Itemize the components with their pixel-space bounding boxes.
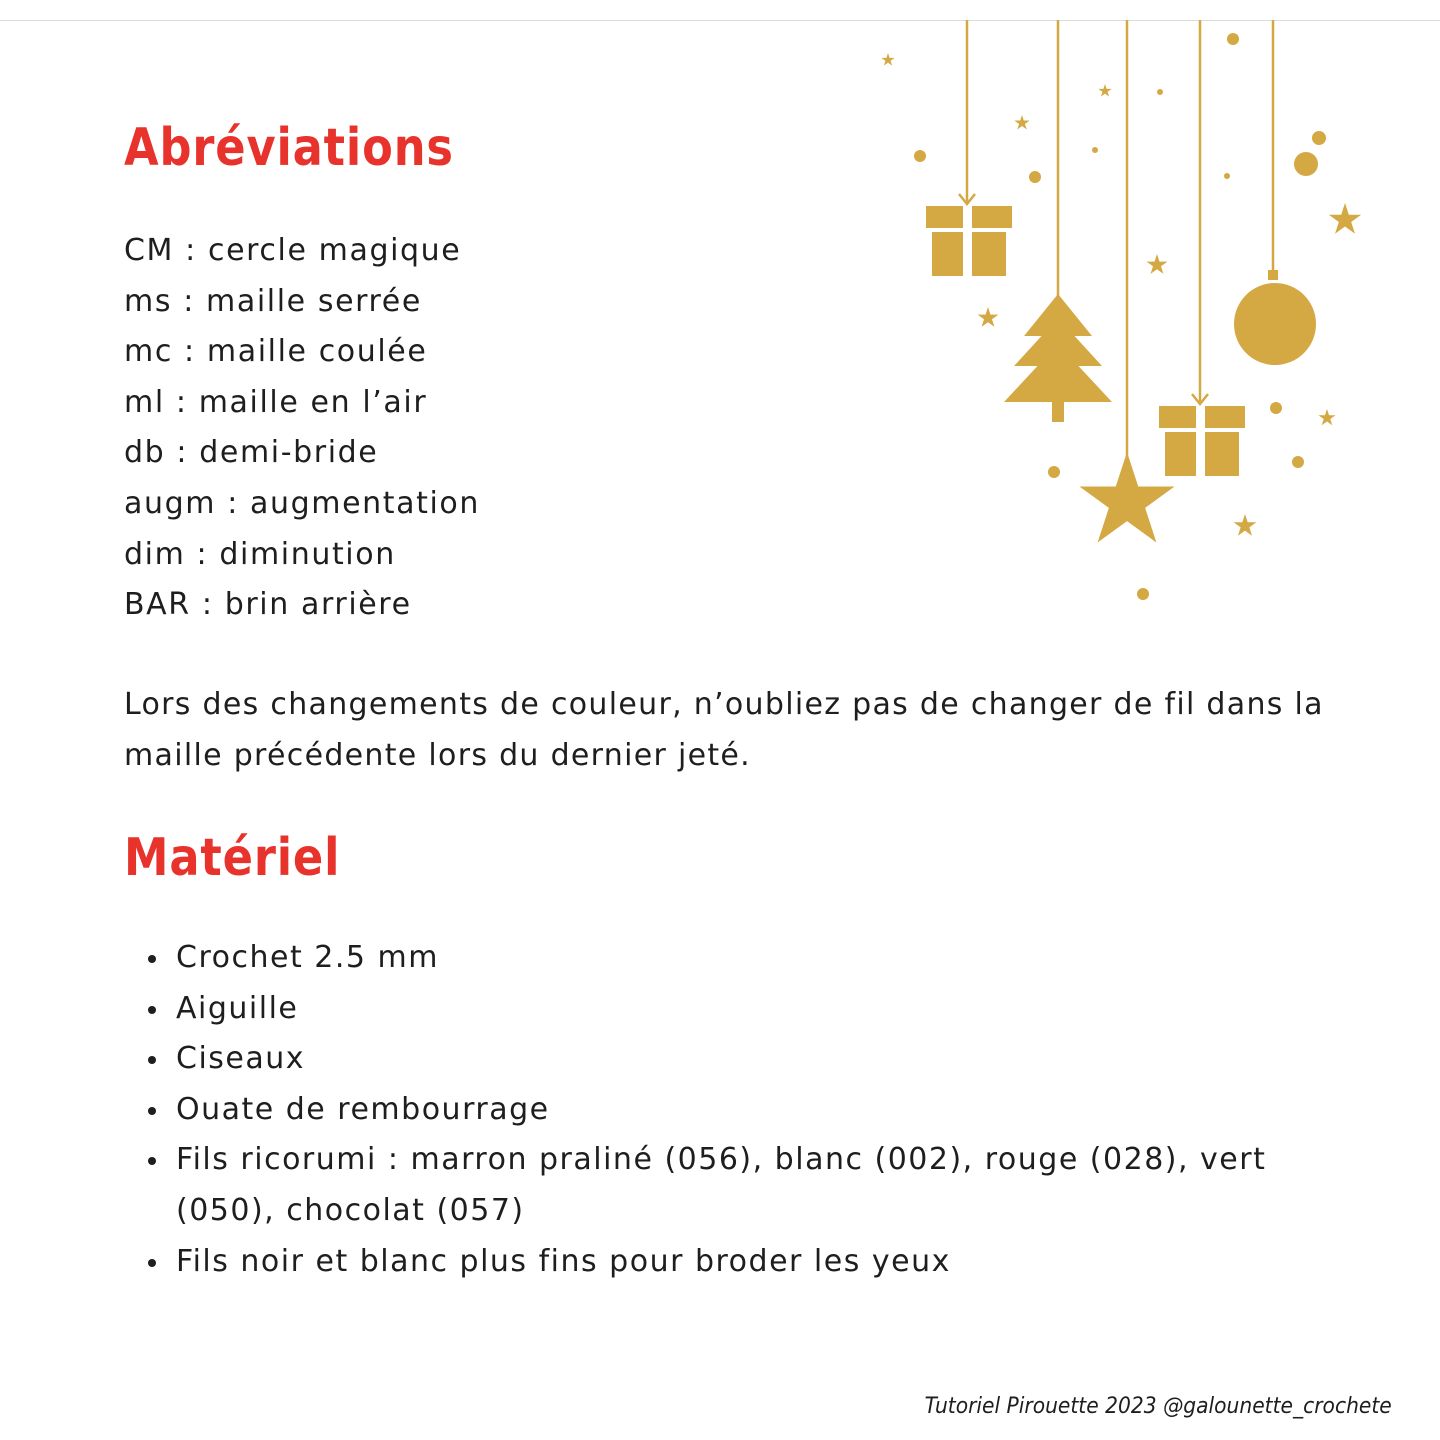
abbreviation-item: dim : diminution — [124, 536, 396, 572]
materiel-heading: Matériel — [124, 828, 341, 888]
bauble-icon — [1234, 270, 1316, 365]
materiel-item: Crochet 2.5 mm — [146, 933, 1366, 984]
star-icon — [1079, 452, 1174, 542]
abbreviation-item: CM : cercle magique — [124, 233, 462, 268]
color-change-note: Lors des changements de couleur, n’oubliez pas de changer de fil dans la maille précédente lors du dernier jeté. — [124, 687, 1324, 773]
gift-box-icon — [926, 206, 1012, 276]
abbreviation-item: db : demi-bride — [124, 435, 379, 471]
abbreviation-item: augm : augmentation — [124, 485, 480, 521]
christmas-tree-icon — [1004, 294, 1112, 422]
abbreviation-item: ms : maille serrée — [124, 283, 422, 319]
materiel-item: Aiguille — [146, 984, 1366, 1035]
materiel-item: Fils ricorumi : marron praliné (056), blanc (002), rouge (028), vert (050), chocolat (057) — [146, 1135, 1366, 1236]
abbreviation-item: BAR : brin arrière — [124, 587, 412, 623]
abbreviation-item: ml : maille en l’air — [124, 384, 428, 420]
abbreviation-item: mc : maille coulée — [124, 334, 428, 370]
abbreviations-list — [124, 226, 480, 631]
footer-credit: Tutoriel Pirouette 2023 @galounette_crochete — [924, 1394, 1392, 1419]
materiel-item: Fils noir et blanc plus fins pour broder les yeux — [146, 1237, 1366, 1288]
materiel-list — [146, 933, 1366, 1287]
abbreviations-heading: Abréviations — [124, 118, 454, 178]
materiel-item: Ouate de rembourrage — [146, 1085, 1366, 1136]
christmas-ornaments-illustration — [860, 20, 1400, 620]
materiel-item: Ciseaux — [146, 1034, 1366, 1085]
hanging-strings — [959, 20, 1273, 456]
gift-box-icon — [1159, 406, 1245, 476]
